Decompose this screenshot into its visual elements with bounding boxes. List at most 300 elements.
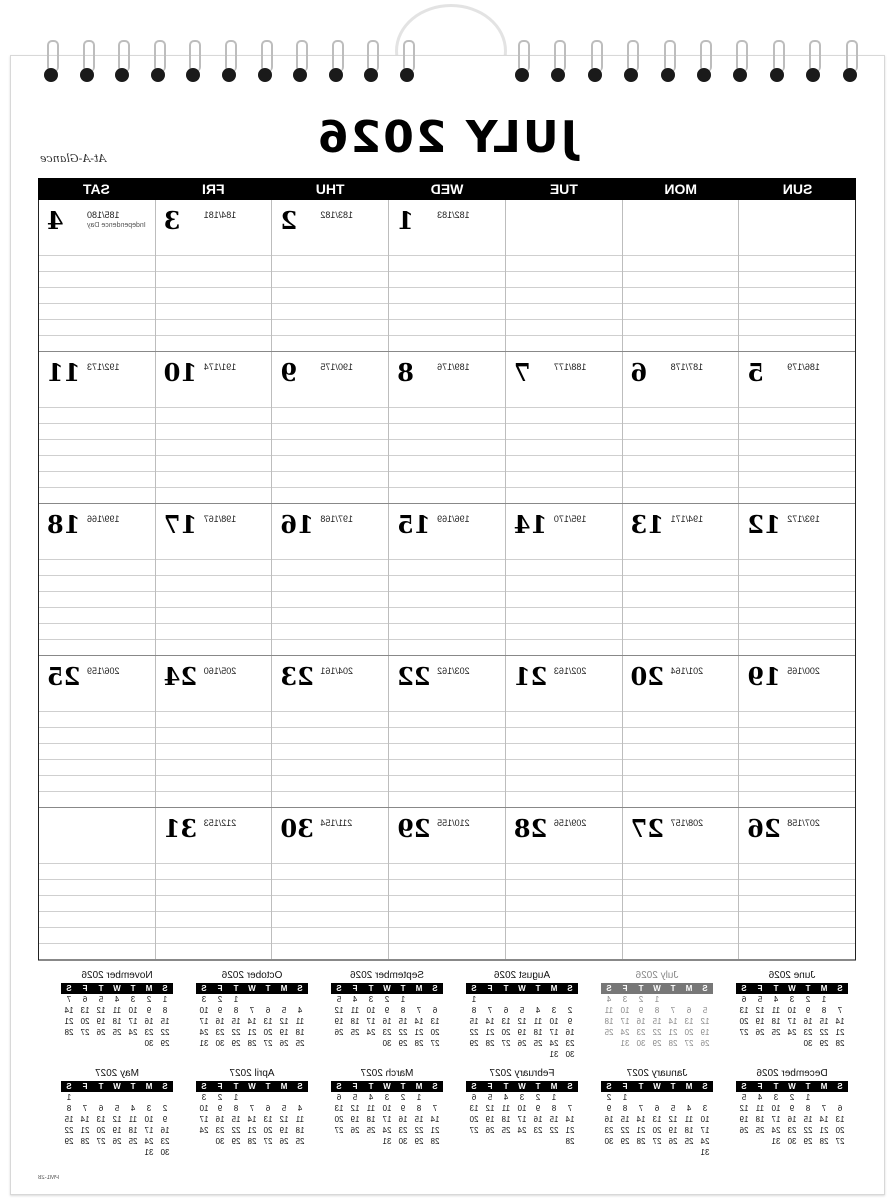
mini-week (601, 1092, 713, 1103)
mini-day: 1 (66, 1093, 72, 1102)
mini-weekday: F (757, 1082, 763, 1091)
binding-ring (770, 40, 784, 82)
mini-day: 6 (741, 995, 747, 1004)
mini-day (125, 1092, 141, 1103)
mini-weekday-header (736, 983, 848, 994)
mini-weekday: S (606, 984, 612, 993)
mini-day (697, 1092, 713, 1103)
mini-day: 5 (741, 1093, 747, 1102)
day-cell[interactable] (622, 200, 739, 351)
mini-week (466, 1016, 578, 1027)
mini-day: 4 (368, 1093, 374, 1102)
mini-day: 18 (295, 1126, 305, 1135)
mini-day: 19 (700, 1028, 710, 1037)
mini-week (736, 994, 848, 1005)
mini-day: 5 (336, 995, 342, 1004)
binding-ring (733, 40, 747, 82)
mini-day: 2 (789, 1093, 795, 1102)
mini-day: 17 (144, 1126, 154, 1135)
mini-day: 8 (233, 1104, 239, 1113)
mini-weekday: W (248, 1082, 256, 1091)
mini-day (93, 1092, 109, 1103)
mini-day: 24 (787, 1028, 797, 1037)
mini-day (363, 1136, 379, 1147)
mini-day: 14 (247, 1115, 257, 1124)
day-cell[interactable] (155, 808, 272, 959)
mini-week (196, 1016, 308, 1027)
day-ordinal: 189/176 (437, 362, 470, 372)
mini-weekday: M (280, 1082, 288, 1091)
mini-day (77, 1092, 93, 1103)
day-cell[interactable] (271, 656, 388, 807)
mini-day: 19 (485, 1115, 495, 1124)
mini-day: 13 (469, 1104, 479, 1113)
mini-day: 14 (565, 1115, 575, 1124)
mini-day: 3 (201, 995, 207, 1004)
mini-weekday: T (638, 984, 644, 993)
mini-week (466, 1136, 578, 1147)
mini-day: 25 (771, 1028, 781, 1037)
mini-weekday: F (217, 984, 223, 993)
mini-day: 19 (279, 1028, 289, 1037)
mini-day: 27 (684, 1039, 694, 1048)
mini-day: 22 (469, 1028, 479, 1037)
mini-week (61, 994, 173, 1005)
mini-day: 28 (247, 1039, 257, 1048)
weeks-container (38, 200, 856, 960)
mini-calendar (196, 1067, 308, 1147)
mini-weekday: W (653, 984, 661, 993)
weekday-label: SUN (782, 181, 813, 197)
binding-ring (80, 40, 94, 82)
mini-day: 11 (533, 1017, 543, 1026)
mini-weekday: W (653, 1082, 661, 1091)
mini-day: 4 (773, 995, 779, 1004)
mini-weekday: S (567, 1082, 573, 1091)
day-cell[interactable] (388, 504, 505, 655)
mini-day: 24 (382, 1126, 392, 1135)
mini-week (466, 1005, 578, 1016)
mini-weekday: F (757, 984, 763, 993)
weekday-label: WED (430, 181, 464, 197)
mini-day: 12 (279, 1017, 289, 1026)
mini-day: 13 (263, 1017, 273, 1026)
binding-ring (624, 40, 638, 82)
mini-day: 25 (128, 1137, 138, 1146)
mini-day: 10 (700, 1115, 710, 1124)
mini-day: 28 (668, 1039, 678, 1048)
day-cell[interactable] (388, 352, 505, 503)
mini-day: 31 (700, 1148, 710, 1157)
mini-day (546, 994, 562, 1005)
mini-week (601, 1038, 713, 1049)
mini-day (482, 994, 498, 1005)
mini-week (331, 1027, 443, 1038)
mini-day: 2 (146, 995, 152, 1004)
mini-day: 11 (366, 1104, 376, 1113)
mini-weekday-header (61, 1081, 173, 1092)
day-cell[interactable] (39, 352, 155, 503)
binding-ring (515, 40, 529, 82)
mini-week (466, 1114, 578, 1125)
cell-header-space (739, 200, 855, 238)
mini-day: 6 (432, 1006, 438, 1015)
mini-day: 18 (501, 1115, 511, 1124)
day-cell[interactable] (622, 808, 739, 959)
binding-ring (661, 40, 675, 82)
mini-day: 3 (201, 1093, 207, 1102)
mini-day: 20 (469, 1115, 479, 1124)
mini-weekday: S (741, 984, 747, 993)
mini-day (697, 994, 713, 1005)
day-cell[interactable] (505, 656, 622, 807)
mini-day: 1 (471, 995, 477, 1004)
mini-day (649, 1092, 665, 1103)
mini-day: 18 (684, 1126, 694, 1135)
mini-day: 21 (430, 1126, 440, 1135)
mini-weekday: S (66, 1082, 72, 1091)
day-cell[interactable] (505, 504, 622, 655)
mini-day (157, 1092, 173, 1103)
mini-month-title: July 2026 (635, 970, 679, 981)
mini-day (244, 1092, 260, 1103)
weekday-label: FRI (202, 181, 225, 197)
mini-weekday: S (837, 984, 843, 993)
mini-day: 21 (835, 1028, 845, 1037)
day-ordinal: 182/183 (437, 210, 470, 220)
day-ordinal: 206/159 (86, 666, 120, 676)
mini-day: 15 (414, 1115, 424, 1124)
mini-day (752, 1136, 768, 1147)
mini-day (665, 1092, 681, 1103)
mini-day (832, 1092, 848, 1103)
mini-day: 28 (64, 1028, 74, 1037)
day-ordinal: 195/170 (553, 514, 587, 524)
mini-day: 15 (803, 1115, 813, 1124)
day-cell[interactable] (505, 352, 622, 503)
week-row (39, 504, 855, 656)
mini-weekday: T (503, 1082, 509, 1091)
mini-weekday: W (383, 984, 391, 993)
mini-day: 23 (565, 1039, 575, 1048)
mini-day: 20 (263, 1028, 273, 1037)
mini-weekday-header (601, 983, 713, 994)
mini-weekday: M (145, 984, 153, 993)
mini-day: 22 (398, 1028, 408, 1037)
day-cell[interactable] (388, 656, 505, 807)
mini-weekday: W (788, 1082, 796, 1091)
mini-day: 19 (739, 1115, 749, 1124)
mini-day (514, 1136, 530, 1147)
mini-day: 24 (620, 1028, 630, 1037)
mini-week (331, 1038, 443, 1049)
mini-day: 31 (549, 1050, 559, 1059)
mini-day (466, 1136, 482, 1147)
mini-day (260, 1092, 276, 1103)
mini-week (61, 1092, 173, 1103)
mini-day: 12 (96, 1006, 106, 1015)
mini-weekday: T (805, 984, 811, 993)
binding-ring (400, 40, 414, 82)
mini-day: 29 (652, 1039, 662, 1048)
mini-day: 3 (551, 1006, 557, 1015)
day-number: 20 (630, 662, 664, 691)
mini-weekday-header (331, 1081, 443, 1092)
mini-day: 29 (819, 1039, 829, 1048)
mini-week (331, 1125, 443, 1136)
mini-day: 14 (414, 1017, 424, 1026)
day-cell[interactable] (271, 808, 388, 959)
mini-week (61, 1147, 173, 1158)
binding-ring (806, 40, 820, 82)
mini-weekday: F (82, 984, 88, 993)
mini-weekday: T (98, 984, 104, 993)
mini-day: 21 (247, 1028, 257, 1037)
day-ordinal: 209/156 (553, 818, 587, 828)
mini-day: 16 (533, 1115, 543, 1124)
mini-day: 27 (652, 1137, 662, 1146)
mini-day: 4 (503, 1093, 509, 1102)
mini-day (331, 1038, 347, 1049)
mini-day: 17 (620, 1017, 630, 1026)
mini-day (681, 994, 697, 1005)
mini-day: 30 (787, 1137, 797, 1146)
mini-week (196, 1038, 308, 1049)
day-ordinal: 212/153 (203, 818, 237, 828)
mini-day: 7 (638, 1104, 644, 1113)
mini-day: 17 (128, 1017, 138, 1026)
mini-weekday: F (82, 1082, 88, 1091)
mini-week (196, 1103, 308, 1114)
mini-day: 24 (199, 1126, 209, 1135)
mini-day (530, 1049, 546, 1060)
mini-day: 15 (160, 1017, 170, 1026)
day-cell[interactable] (155, 504, 272, 655)
mini-day: 15 (652, 1017, 662, 1026)
mini-day: 26 (668, 1137, 678, 1146)
mini-weekday: M (280, 984, 288, 993)
mini-week (331, 1136, 443, 1147)
mini-day: 23 (636, 1028, 646, 1037)
mini-day: 15 (64, 1115, 74, 1124)
day-cell[interactable] (738, 200, 855, 351)
day-cell[interactable] (155, 352, 272, 503)
mini-day (292, 1092, 308, 1103)
mini-day: 25 (755, 1126, 765, 1135)
day-ordinal: 184/181 (203, 210, 237, 220)
mini-day: 5 (98, 995, 104, 1004)
mini-day: 13 (80, 1006, 90, 1015)
day-cell[interactable] (39, 808, 155, 959)
mini-week (736, 1027, 848, 1038)
mini-day (498, 1136, 514, 1147)
mini-day: 12 (112, 1115, 122, 1124)
mini-day: 23 (144, 1028, 154, 1037)
mini-day: 10 (199, 1104, 209, 1113)
mini-day (601, 1147, 617, 1158)
mini-weekday: M (685, 984, 693, 993)
mini-weekday: T (400, 1082, 406, 1091)
mini-day: 9 (217, 1104, 223, 1113)
day-ordinal: 198/167 (203, 514, 237, 524)
binding-ring (843, 40, 857, 82)
mini-day: 16 (803, 1017, 813, 1026)
day-ordinal: 204/161 (320, 666, 353, 676)
mini-day: 19 (755, 1017, 765, 1026)
day-number: 8 (397, 358, 414, 387)
mini-weekday-header (601, 1081, 713, 1092)
mini-day: 1 (162, 995, 168, 1004)
day-cell[interactable] (738, 352, 855, 503)
mini-day: 3 (146, 1104, 152, 1113)
mini-day: 8 (551, 1104, 557, 1113)
mini-day: 10 (620, 1006, 630, 1015)
mini-day: 2 (638, 995, 644, 1004)
mini-weekday: T (130, 984, 136, 993)
day-cell[interactable] (505, 200, 622, 351)
day-cell[interactable] (622, 352, 739, 503)
mini-day: 18 (112, 1017, 122, 1026)
week-row (39, 200, 855, 352)
mini-day (427, 1092, 443, 1103)
mini-day: 9 (789, 1104, 795, 1113)
mini-day: 25 (533, 1039, 543, 1048)
mini-day: 8 (233, 1006, 239, 1015)
mini-day (196, 1136, 212, 1147)
mini-day: 19 (668, 1126, 678, 1135)
mini-day (665, 1147, 681, 1158)
mini-week (736, 1092, 848, 1103)
brand-logo: At-A-Glance (40, 152, 107, 165)
mini-day: 22 (160, 1028, 170, 1037)
mini-day: 29 (231, 1039, 241, 1048)
mini-day: 27 (835, 1137, 845, 1146)
day-cell[interactable] (505, 808, 622, 959)
mini-day: 8 (66, 1104, 72, 1113)
mini-day: 15 (231, 1115, 241, 1124)
mini-day: 16 (215, 1017, 225, 1026)
mini-day: 29 (231, 1137, 241, 1146)
mini-week (331, 1092, 443, 1103)
mini-day: 25 (112, 1028, 122, 1037)
mini-day: 12 (279, 1115, 289, 1124)
mini-day: 17 (366, 1017, 376, 1026)
mini-day: 27 (263, 1039, 273, 1048)
day-cell[interactable] (738, 808, 855, 959)
mini-day: 20 (263, 1126, 273, 1135)
mini-day: 18 (295, 1028, 305, 1037)
day-cell[interactable] (155, 200, 272, 351)
mini-day (601, 1038, 617, 1049)
mini-day: 6 (336, 1093, 342, 1102)
mini-weekday: T (368, 984, 374, 993)
mini-calendar (61, 969, 173, 1049)
mini-day: 9 (162, 1115, 168, 1124)
day-number: 30 (280, 814, 314, 843)
mini-month-title: June 2026 (768, 970, 816, 981)
mini-day: 26 (517, 1039, 527, 1048)
day-ordinal: 192/173 (86, 362, 120, 372)
weekday-header (38, 178, 856, 200)
mini-day: 14 (636, 1115, 646, 1124)
day-cell[interactable] (271, 352, 388, 503)
mini-day: 22 (231, 1028, 241, 1037)
day-cell[interactable] (39, 656, 155, 807)
mini-day: 26 (700, 1039, 710, 1048)
mini-week (601, 1016, 713, 1027)
mini-day (363, 1038, 379, 1049)
mini-day: 3 (368, 995, 374, 1004)
mini-day (681, 1092, 697, 1103)
mini-day: 12 (517, 1017, 527, 1026)
mini-day: 14 (668, 1017, 678, 1026)
mini-week (466, 1038, 578, 1049)
mini-day: 21 (247, 1126, 257, 1135)
mini-weekday: S (297, 1082, 303, 1091)
mini-day: 20 (652, 1126, 662, 1135)
mini-day (141, 1092, 157, 1103)
binding-ring (151, 40, 165, 82)
mini-day: 5 (352, 1093, 358, 1102)
mini-week (196, 1136, 308, 1147)
day-number: 4 (46, 206, 64, 235)
mini-day: 4 (686, 1104, 692, 1113)
mini-day: 12 (755, 1006, 765, 1015)
mini-day: 21 (414, 1028, 424, 1037)
day-cell[interactable] (388, 200, 505, 351)
mini-day: 14 (485, 1017, 495, 1026)
day-cell[interactable] (388, 808, 505, 959)
mini-day: 7 (249, 1104, 255, 1113)
mini-day: 2 (384, 995, 390, 1004)
mini-day: 25 (501, 1126, 511, 1135)
day-cell[interactable] (622, 504, 739, 655)
mini-day: 28 (414, 1039, 424, 1048)
mini-day: 13 (652, 1115, 662, 1124)
mini-week (601, 1125, 713, 1136)
day-cell[interactable] (271, 200, 388, 351)
mini-day (546, 1136, 562, 1147)
mini-day: 25 (295, 1039, 305, 1048)
mini-day: 1 (400, 995, 406, 1004)
mini-week (61, 1136, 173, 1147)
mini-day (562, 994, 578, 1005)
mini-week (331, 994, 443, 1005)
mini-day (482, 1136, 498, 1147)
mini-weekday: S (162, 984, 168, 993)
mini-day: 22 (549, 1126, 559, 1135)
mini-day: 30 (636, 1039, 646, 1048)
mini-day: 22 (652, 1028, 662, 1037)
mini-day: 12 (668, 1115, 678, 1124)
mini-day: 28 (835, 1039, 845, 1048)
mini-day: 28 (80, 1137, 90, 1146)
day-cell[interactable] (738, 656, 855, 807)
mini-day: 24 (128, 1028, 138, 1037)
mini-day: 10 (144, 1115, 154, 1124)
day-cell[interactable] (39, 200, 155, 351)
day-cell[interactable] (622, 656, 739, 807)
mini-weekday: T (638, 1082, 644, 1091)
day-cell[interactable] (271, 504, 388, 655)
day-cell[interactable] (738, 504, 855, 655)
day-cell[interactable] (155, 656, 272, 807)
mini-day: 26 (334, 1028, 344, 1037)
day-cell[interactable] (39, 504, 155, 655)
mini-day: 24 (549, 1039, 559, 1048)
mini-day: 1 (622, 1093, 628, 1102)
mini-week (331, 1005, 443, 1016)
